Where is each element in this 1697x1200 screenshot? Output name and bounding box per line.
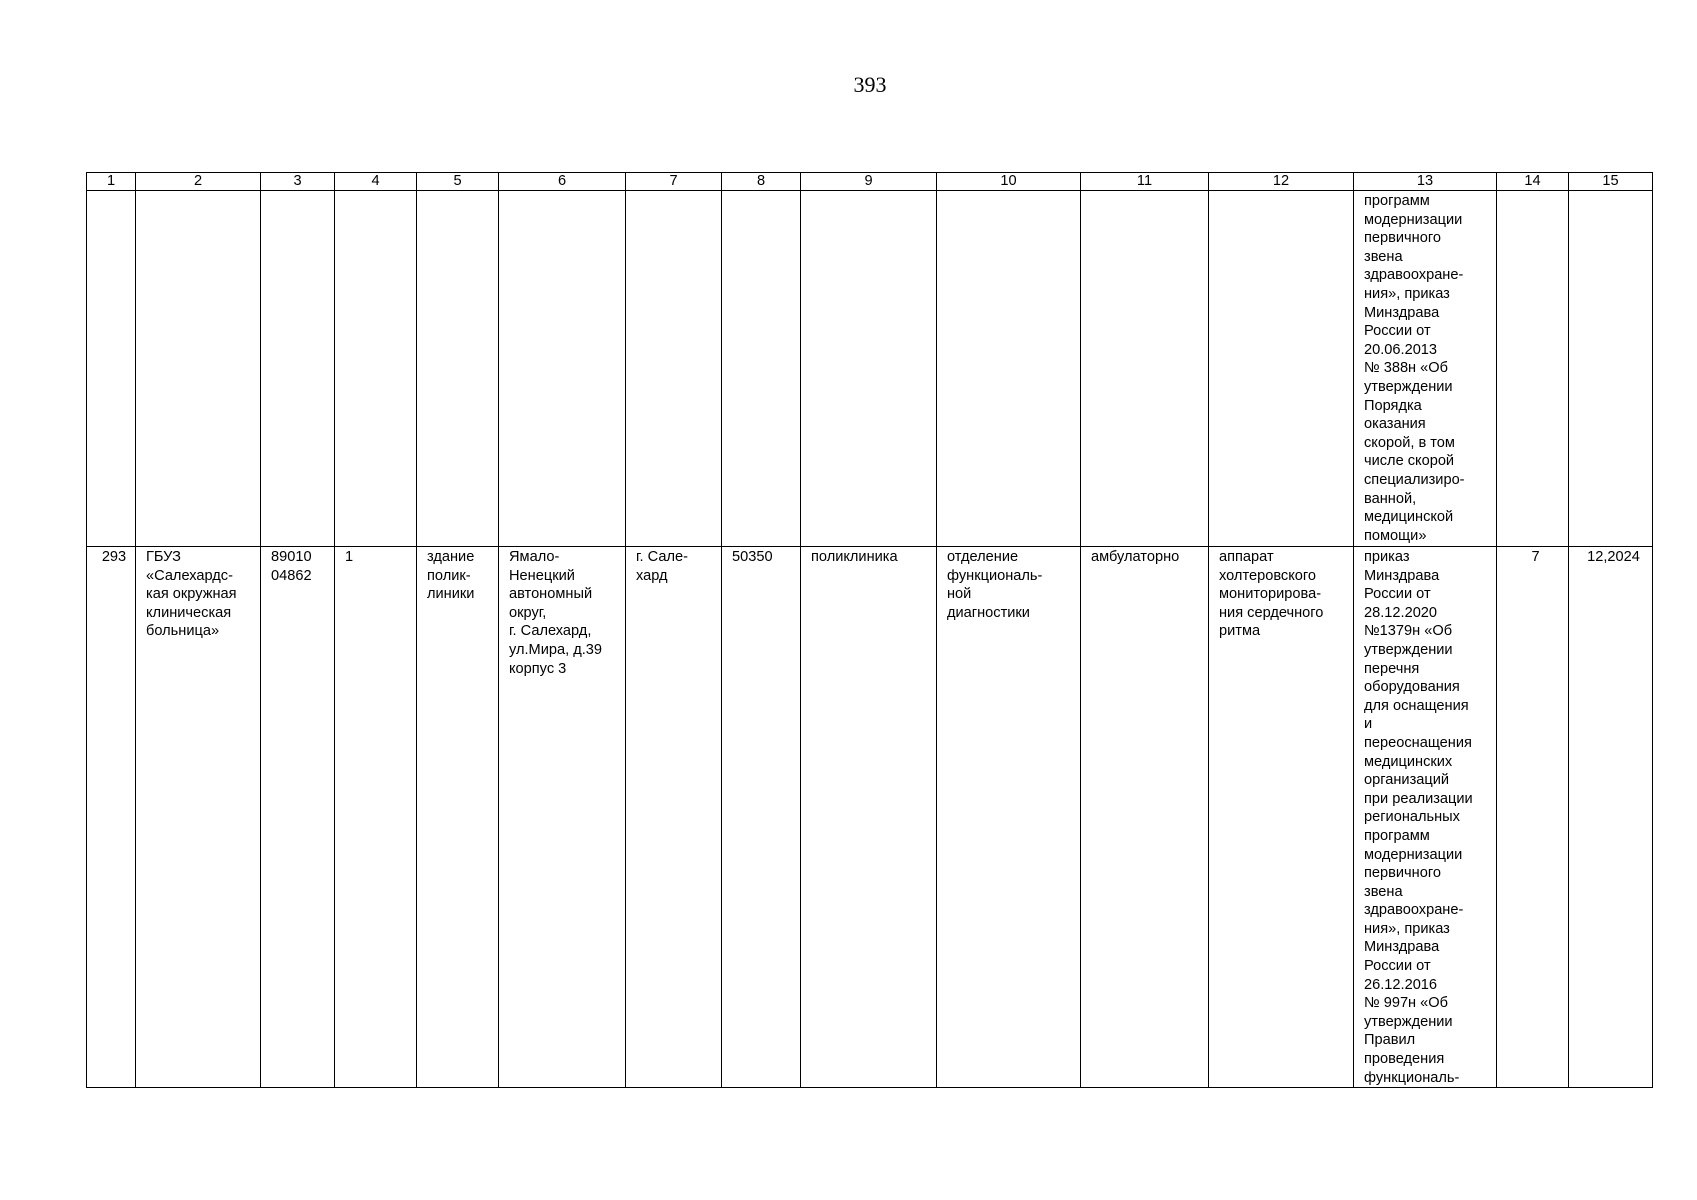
cell (261, 191, 335, 547)
regulation-cell: программ модернизации первичного звена здравоохране- ния», приказ Минздрава России от 20.06.2013 № 388н «Об утверждении Порядка оказания скорой, в том числе скорой специализиро- ванной, медицинской помощи» (1354, 191, 1497, 547)
column-header-5: 5 (417, 173, 499, 191)
equipment-cell: аппарат холтеровского мониторирова- ния сердечного ритма (1209, 547, 1354, 1088)
count-cell: 1 (335, 547, 417, 1088)
address-cell: Ямало- Ненецкий автономный округ, г. Салехард, ул.Мира, д.39 корпус 3 (499, 547, 626, 1088)
column-header-9: 9 (801, 173, 937, 191)
column-header-1: 1 (87, 173, 136, 191)
column-header-12: 12 (1209, 173, 1354, 191)
column-header-8: 8 (722, 173, 801, 191)
row-number-cell: 293 (87, 547, 136, 1088)
care-form-cell: амбулаторно (1081, 547, 1209, 1088)
column-header-13: 13 (1354, 173, 1497, 191)
cell (335, 191, 417, 547)
cell (499, 191, 626, 547)
cell (417, 191, 499, 547)
column-header-2: 2 (136, 173, 261, 191)
column-header-3: 3 (261, 173, 335, 191)
code-cell: 50350 (722, 547, 801, 1088)
cell (1209, 191, 1354, 547)
registry-table (86, 172, 1653, 1088)
column-header-10: 10 (937, 173, 1081, 191)
cell (937, 191, 1081, 547)
cell (722, 191, 801, 547)
column-header-15: 15 (1569, 173, 1653, 191)
date-cell: 12,2024 (1569, 547, 1653, 1088)
cell (1569, 191, 1653, 547)
column-number-row (87, 173, 1653, 191)
cell (1081, 191, 1209, 547)
regulation-cell: приказ Минздрава России от 28.12.2020 №1379н «Об утверждении перечня оборудования для оснащения и переоснащения медицинских организаций при реализации региональных программ модернизации первичного звена здравоохране- ния», приказ Минздрава России от 26.12.2016 № 997н «Об утверждении Правил проведения функциональ- (1354, 547, 1497, 1088)
cell (1497, 191, 1569, 547)
cell (801, 191, 937, 547)
cell (136, 191, 261, 547)
page-number: 393 (853, 72, 887, 97)
cell (626, 191, 722, 547)
building-cell: здание полик- линики (417, 547, 499, 1088)
column-header-6: 6 (499, 173, 626, 191)
organization-cell: ГБУЗ «Салехардс- кая окружная клиническая больница» (136, 547, 261, 1088)
facility-type-cell: поликлиника (801, 547, 937, 1088)
city-cell: г. Сале- хард (626, 547, 722, 1088)
column-header-7: 7 (626, 173, 722, 191)
inn-cell: 89010 04862 (261, 547, 335, 1088)
column-header-4: 4 (335, 173, 417, 191)
quantity-cell: 7 (1497, 547, 1569, 1088)
column-header-11: 11 (1081, 173, 1209, 191)
column-header-14: 14 (1497, 173, 1569, 191)
cell (87, 191, 136, 547)
table-row (87, 547, 1653, 1088)
department-cell: отделение функциональ- ной диагностики (937, 547, 1081, 1088)
continuation-row (87, 191, 1653, 547)
